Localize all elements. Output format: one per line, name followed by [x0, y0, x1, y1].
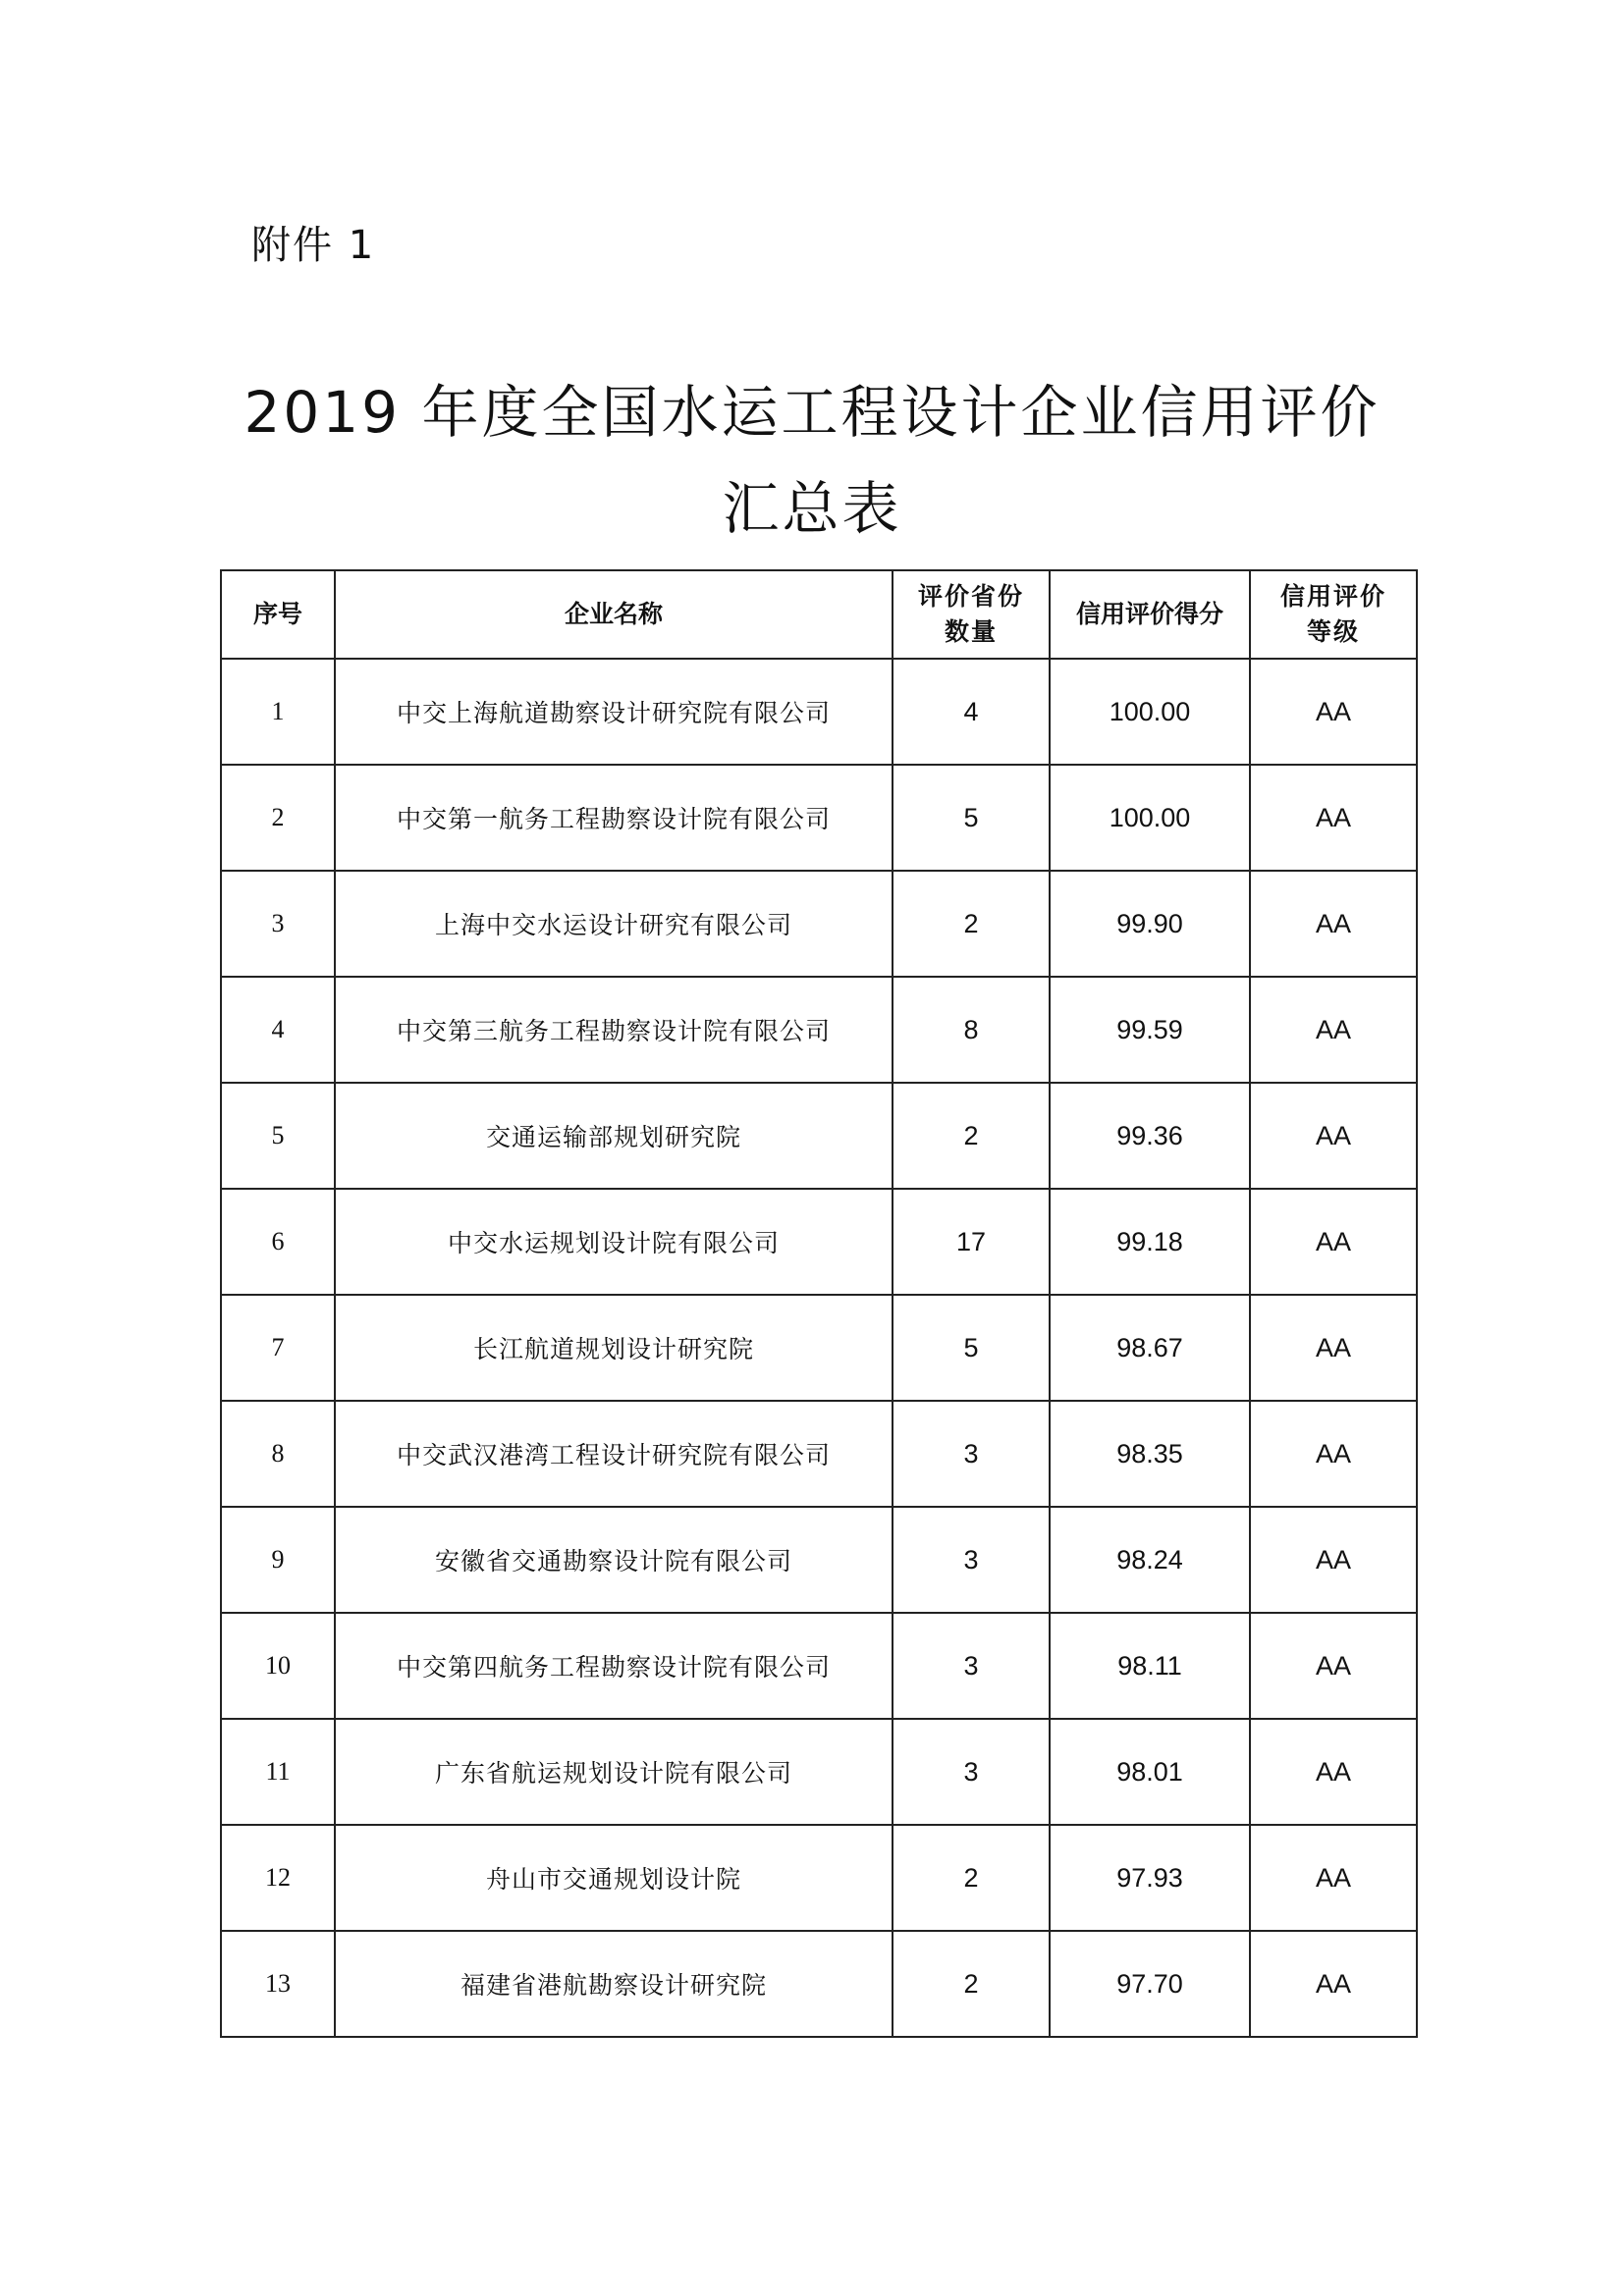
cell-grade: AA	[1250, 1189, 1417, 1295]
header-provinces-line1: 评价省份	[917, 582, 1024, 611]
cell-provinces: 2	[893, 1825, 1050, 1931]
credit-evaluation-table	[220, 569, 1418, 2038]
header-grade-line2: 等级	[1306, 617, 1360, 646]
table-row	[221, 659, 1417, 765]
header-company: 企业名称	[335, 570, 893, 659]
table-row	[221, 1825, 1417, 1931]
header-provinces-line2: 数量	[944, 617, 998, 646]
table-row	[221, 1507, 1417, 1613]
cell-seq: 2	[221, 765, 335, 871]
header-seq: 序号	[221, 570, 335, 659]
table-row	[221, 1295, 1417, 1401]
cell-grade: AA	[1250, 871, 1417, 977]
cell-company: 长江航道规划设计研究院	[335, 1295, 893, 1401]
cell-company: 中交武汉港湾工程设计研究院有限公司	[335, 1401, 893, 1507]
table-row	[221, 1613, 1417, 1719]
cell-grade: AA	[1250, 1507, 1417, 1613]
cell-company: 交通运输部规划研究院	[335, 1083, 893, 1189]
cell-grade: AA	[1250, 1401, 1417, 1507]
cell-company: 中交第一航务工程勘察设计院有限公司	[335, 765, 893, 871]
cell-grade: AA	[1250, 765, 1417, 871]
cell-grade: AA	[1250, 1719, 1417, 1825]
table-row	[221, 1401, 1417, 1507]
cell-provinces: 3	[893, 1507, 1050, 1613]
cell-seq: 13	[221, 1931, 335, 2037]
cell-provinces: 8	[893, 977, 1050, 1083]
cell-seq: 12	[221, 1825, 335, 1931]
page-title: 2019 年度全国水运工程设计企业信用评价	[244, 379, 1380, 446]
cell-seq: 6	[221, 1189, 335, 1295]
cell-score: 99.18	[1050, 1189, 1250, 1295]
cell-company: 中交第四航务工程勘察设计院有限公司	[335, 1613, 893, 1719]
cell-seq: 4	[221, 977, 335, 1083]
cell-provinces: 2	[893, 1931, 1050, 2037]
cell-company: 安徽省交通勘察设计院有限公司	[335, 1507, 893, 1613]
cell-score: 97.70	[1050, 1931, 1250, 2037]
cell-provinces: 5	[893, 1295, 1050, 1401]
cell-score: 99.90	[1050, 871, 1250, 977]
cell-score: 100.00	[1050, 659, 1250, 765]
cell-company: 上海中交水运设计研究有限公司	[335, 871, 893, 977]
table-row	[221, 1189, 1417, 1295]
cell-provinces: 5	[893, 765, 1050, 871]
cell-grade: AA	[1250, 1825, 1417, 1931]
cell-score: 98.24	[1050, 1507, 1250, 1613]
cell-company: 广东省航运规划设计院有限公司	[335, 1719, 893, 1825]
cell-company: 舟山市交通规划设计院	[335, 1825, 893, 1931]
cell-grade: AA	[1250, 1931, 1417, 2037]
cell-seq: 1	[221, 659, 335, 765]
header-grade	[1250, 570, 1417, 659]
table-row	[221, 977, 1417, 1083]
cell-seq: 10	[221, 1613, 335, 1719]
table-row	[221, 1931, 1417, 2037]
cell-score: 99.59	[1050, 977, 1250, 1083]
table-row	[221, 765, 1417, 871]
cell-grade: AA	[1250, 1083, 1417, 1189]
cell-company: 福建省港航勘察设计研究院	[335, 1931, 893, 2037]
cell-score: 98.35	[1050, 1401, 1250, 1507]
cell-company: 中交水运规划设计院有限公司	[335, 1189, 893, 1295]
table-row	[221, 1083, 1417, 1189]
attachment-label: 附件 1	[251, 223, 376, 268]
page-title-continued: 汇总表	[722, 475, 902, 542]
cell-seq: 5	[221, 1083, 335, 1189]
cell-score: 99.36	[1050, 1083, 1250, 1189]
table-row	[221, 871, 1417, 977]
cell-grade: AA	[1250, 1295, 1417, 1401]
cell-seq: 9	[221, 1507, 335, 1613]
cell-score: 100.00	[1050, 765, 1250, 871]
cell-seq: 11	[221, 1719, 335, 1825]
cell-score: 97.93	[1050, 1825, 1250, 1931]
cell-grade: AA	[1250, 1613, 1417, 1719]
header-score: 信用评价得分	[1050, 570, 1250, 659]
header-grade-line1: 信用评价	[1279, 582, 1386, 611]
cell-provinces: 17	[893, 1189, 1050, 1295]
cell-company: 中交上海航道勘察设计研究院有限公司	[335, 659, 893, 765]
cell-provinces: 4	[893, 659, 1050, 765]
cell-seq: 3	[221, 871, 335, 977]
cell-provinces: 3	[893, 1719, 1050, 1825]
cell-provinces: 3	[893, 1613, 1050, 1719]
cell-score: 98.67	[1050, 1295, 1250, 1401]
cell-grade: AA	[1250, 977, 1417, 1083]
table-header-row	[221, 570, 1417, 659]
cell-score: 98.01	[1050, 1719, 1250, 1825]
header-provinces	[893, 570, 1050, 659]
cell-company: 中交第三航务工程勘察设计院有限公司	[335, 977, 893, 1083]
cell-score: 98.11	[1050, 1613, 1250, 1719]
cell-seq: 7	[221, 1295, 335, 1401]
cell-provinces: 2	[893, 1083, 1050, 1189]
table-row	[221, 1719, 1417, 1825]
cell-provinces: 2	[893, 871, 1050, 977]
cell-provinces: 3	[893, 1401, 1050, 1507]
cell-seq: 8	[221, 1401, 335, 1507]
cell-grade: AA	[1250, 659, 1417, 765]
